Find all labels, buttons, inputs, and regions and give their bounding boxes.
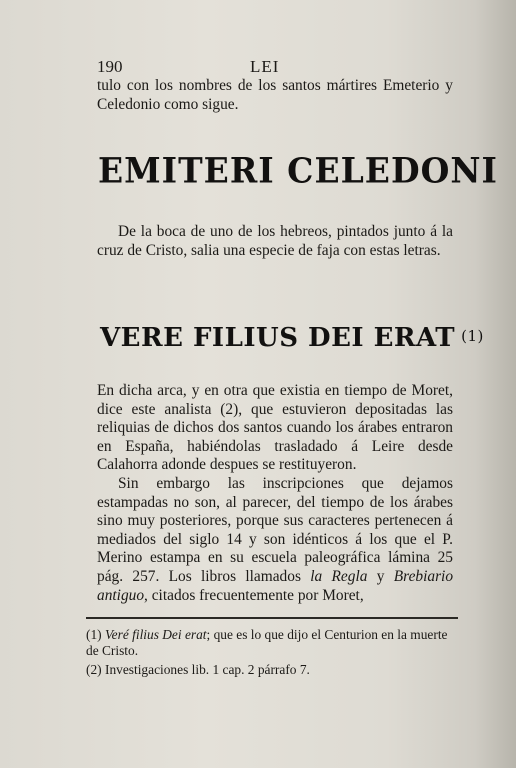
- footnote-1-italic: Veré filius Dei erat: [104, 627, 207, 642]
- paragraph-1: De la boca de uno de los hebreos, pintados junto á la cruz de Cristo, salia una especie de faja con estas letras.: [97, 223, 453, 259]
- footnotes: [86, 627, 458, 678]
- footnote-2: [86, 662, 458, 678]
- footnote-divider: [86, 617, 458, 619]
- paragraph-3-post: , citados frecuentemente por Moret,: [144, 586, 364, 604]
- intro-text-block: [97, 77, 453, 114]
- page-number: 190: [97, 57, 123, 76]
- paragraph-3: [97, 475, 453, 605]
- paragraph-3-italic-1: la Regla: [310, 567, 368, 585]
- paragraph-2: En dicha arca, y en otra que existia en tiempo de Moret, dice este analista (2), que estuvieron depositadas las reliquias de dichos dos santos cuando los árabes entraron en España, habiéndolas trasladado á Leire desde Calahorra adonde despues se restituyeron.: [97, 382, 453, 474]
- paragraph-1-block: [97, 223, 453, 260]
- running-title: LEI: [250, 57, 280, 76]
- footnote-2-marker: (2): [86, 662, 102, 677]
- main-text-block: [97, 382, 453, 605]
- paragraph-3-mid: y: [367, 567, 394, 585]
- paragraph-3-italic-2: Brebiario antiguo: [97, 567, 454, 604]
- footnote-ref-1: (1): [461, 327, 484, 345]
- footnote-1: [86, 627, 458, 659]
- footnote-1-marker: (1): [86, 627, 102, 642]
- inscription-2-text: VERE FILIUS DEI ERAT: [100, 323, 456, 353]
- intro-text: tulo con los nombres de los santos mártires Emeterio y Celedonio como sigue.: [97, 77, 453, 113]
- paragraph-3-pre: Sin embargo las inscripciones que dejamos estampadas no son, al parecer, del tiempo de los árabes sino muy posteriores, porque sus caracteres pertenecen á mediados del siglo 14 y son idénticos á los que el P. Merino estampa en su escuela paleográfica lámina 25 pág. 257. Los libros llamados: [97, 474, 453, 585]
- footnote-1-text: ; que es lo que dijo el Centurion en la muerte de Cristo.: [86, 627, 448, 658]
- inscription-vere-filius: [100, 323, 484, 353]
- inscription-emiteri-celedoni: EMITERI CELEDONI: [98, 150, 498, 191]
- footnote-2-text: Investigaciones lib. 1 cap. 2 párrafo 7.: [104, 662, 310, 677]
